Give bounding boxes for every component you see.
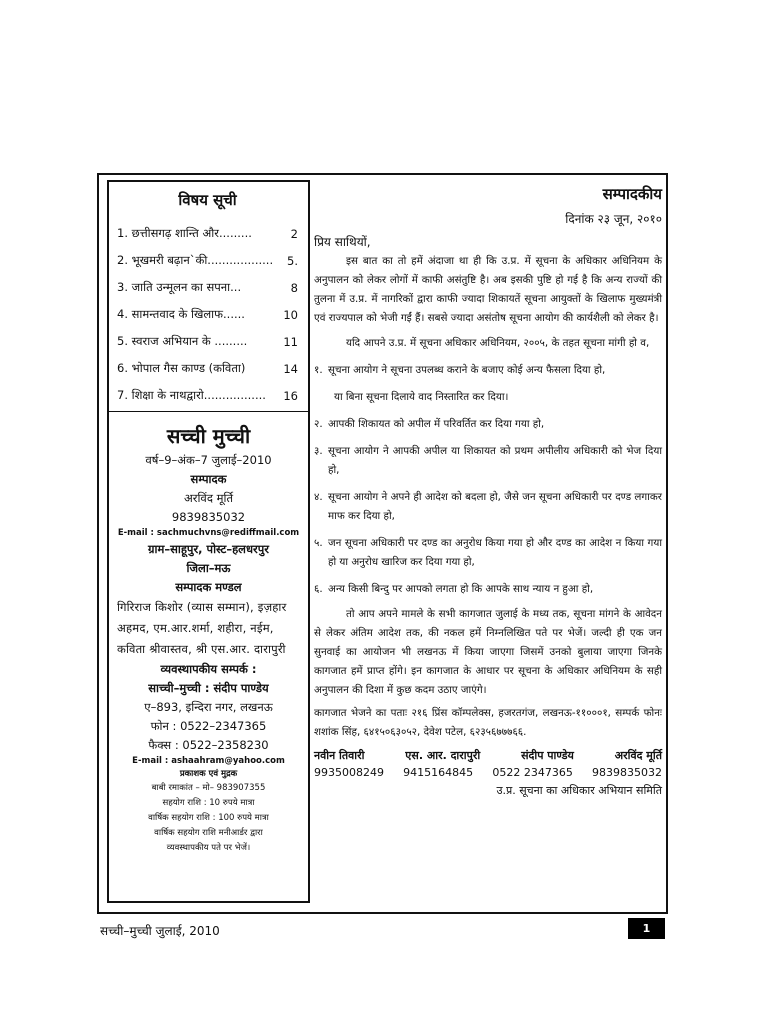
signatory-phones: [314, 766, 662, 779]
money-order: वार्षिक सहयोग राशि मनीआर्डर द्वारा: [154, 828, 263, 838]
toc-title: विषय सूची: [178, 191, 237, 209]
signatory-phone: 9839835032: [592, 766, 662, 779]
board-members: गिरिराज किशोर (व्यास सम्मान), इज़हार अहमद, एम.आर.शर्मा, शहीरा, नईम, कविता श्रीवास्तव, श्री एस.आर. दारापुरी: [117, 600, 287, 656]
editor-label: सम्पादक: [190, 472, 227, 486]
toc-item: 6. भोपाल गैस काण्ड (कविता) 14: [117, 361, 298, 376]
editorial-title: सम्पादकीय: [602, 185, 662, 203]
list-item: १. सूचना आयोग ने सूचना उपलब्ध कराने के बजाए कोई अन्य फैसला दिया हो,: [314, 364, 606, 376]
fax: फैक्स : 0522–2358230: [148, 738, 269, 752]
list-item: या बिना सूचना दिलाये वाद निस्तारित कर दिया।: [334, 391, 509, 403]
signatory-name: संदीप पाण्डेय: [521, 749, 574, 762]
editor-phone: 9839835032: [171, 510, 246, 524]
toc-item: 3. जाति उन्मूलन का सपना... 8: [117, 280, 298, 295]
list-item: ३. सूचना आयोग ने आपकी अपील या शिकायत को प्रथम अपीलीय अधिकारी को भेज दिया हो,: [314, 445, 662, 476]
contact-address: कागजात भेजने का पताः २१६ प्रिंस कॉम्पलेक्स, हजरतगंज, लखनऊ-११०००१, सम्पर्क फोनः शशांक सिंह, ६४१५०६३०५२, देवेश पटेल, ६२३५६७७७६६.: [314, 707, 662, 738]
list-item: ६. अन्य किसी बिन्दु पर आपको लगता हो कि आपके साथ न्याय न हुआ हो,: [314, 583, 594, 595]
toc-item: 5. स्वराज अभियान के ......... 11: [117, 334, 298, 349]
contribution: सहयोग राशि : 10 रुपये मात्रा: [162, 798, 255, 808]
manager-name: साच्ची–मुच्ची : संदीप पाण्डेय: [148, 681, 269, 695]
paragraph: इस बात का तो हमें अंदाजा था ही कि उ.प्र. में सूचना के अधिकार अधिनियम के अनुपालन को लेकर लोगों में काफी असंतुष्टि है। अब इसकी पुष्टि हो गई है कि अन्य राज्यों की तुलना में उ.प्र. में नागरिकों द्वारा काफी ज्यादा शिकायतें सूचना आयुक्तों के खिलाफ मुख्यमंत्री एवं राज्यपाल को भेजी गईं हैं। सबसे ज्यादा असंतोष सूचना आयोग की कार्यशैली को लेकर है।: [314, 255, 662, 324]
manager-address: ए–893, इन्दिरा नगर, लखनऊ: [144, 700, 273, 714]
paragraph: यदि आपने उ.प्र. में सूचना अधिकार अधिनियम, २००५, के तहत सूचना मांगी हो व,: [346, 337, 650, 349]
address-district: जिला–मऊ: [186, 561, 231, 575]
editorial-column: [314, 180, 662, 880]
annual-contribution: वार्षिक सहयोग राशि : 100 रुपये मात्रा: [148, 813, 269, 823]
address-line: ग्राम–साहूपुर, पोस्ट–हलधरपुर: [147, 542, 269, 556]
toc-item: 1. छत्तीसगढ़ शान्ति और......... 2: [117, 226, 298, 241]
list-item: ४. सूचना आयोग ने अपने ही आदेश को बदला हो, जैसे जन सूचना अधिकारी पर दण्ड लगाकर माफ कर दिया हो,: [314, 491, 662, 522]
publisher-label: प्रकाशक एवं मुद्रक: [179, 769, 238, 779]
editorial-date: दिनांक २३ जून, २०१०: [565, 212, 662, 226]
organization-name: उ.प्र. सूचना का अधिकार अभियान समिति: [496, 784, 662, 797]
page-number: 1: [628, 918, 665, 939]
sidebar-panel: [107, 180, 310, 903]
toc-item: 4. सामन्तवाद के खिलाफ...... 10: [117, 307, 298, 322]
board-label: सम्पादक मण्डल: [175, 580, 242, 594]
footer-title: सच्ची–मुच्ची जुलाई, 2010: [100, 924, 220, 938]
paragraph: तो आप अपने मामले के सभी कागजात जुलाई के मध्य तक, सूचना मांगने के आवेदन से लेकर अंतिम आदेश तक, की नकल हमें निम्नलिखित पते पर भेजें। जल्दी ही एक जन सुनवाई का आयोजन भी लखनऊ में किया जाएगा जिसमें उनको बुलाया जाएगा जिनके कागजात हमें प्राप्त होंगे। इन कागजात के आधार पर सूचना के अधिकार अधिनियम के सही अनुपालन की दिशा में कुछ कदम उठाए जाएंगे।: [314, 608, 662, 696]
phone: फोन : 0522–2347365: [150, 719, 267, 733]
publisher: बाबी रमाकांत – मो– 983907355: [151, 783, 266, 793]
signatory-phone: 0522 2347365: [492, 766, 573, 779]
signatory-name: अरविंद मूर्ति: [614, 749, 662, 762]
signatories: [314, 748, 662, 763]
signatory-name: नवीन तिवारी: [314, 749, 365, 762]
signatory-name: एस. आर. दारापुरी: [405, 749, 481, 762]
table-of-contents: [109, 182, 308, 412]
masthead: [109, 412, 308, 856]
manager-email: E-mail : ashaahram@yahoo.com: [132, 756, 285, 766]
signatory-phone: 9935008249: [314, 766, 384, 779]
manager-label: व्यवस्थापकीय सम्पर्क :: [160, 662, 257, 676]
issue-line: वर्ष–9–अंक–7 जुलाई–2010: [145, 453, 272, 467]
toc-item: 7. शिक्षा के नाथद्वारो................. 16: [117, 388, 298, 403]
money-order-address: व्यवस्थापकीय पते पर भेजें।: [166, 843, 251, 853]
list-item: ५. जन सूचना अधिकारी पर दण्ड का अनुरोध किया गया हो और दण्ड का आदेश न किया गया हो या अनुरोध खारिज कर दिया गया हो,: [314, 537, 662, 568]
toc-item: 2. भूखमरी बढ़ान`की.................. 5.: [117, 253, 298, 268]
editor-email: E-mail : sachmuchvns@rediffmail.com: [117, 528, 300, 538]
editor-name: अरविंद मूर्ति: [183, 491, 234, 505]
signatory-phone: 9415164845: [403, 766, 474, 779]
magazine-title: सच्ची मुच्ची: [166, 424, 251, 448]
list-item: २. आपकी शिकायत को अपील में परिवर्तित कर दिया गया हो,: [314, 418, 545, 430]
greeting: प्रिय साथियों,: [314, 235, 371, 249]
